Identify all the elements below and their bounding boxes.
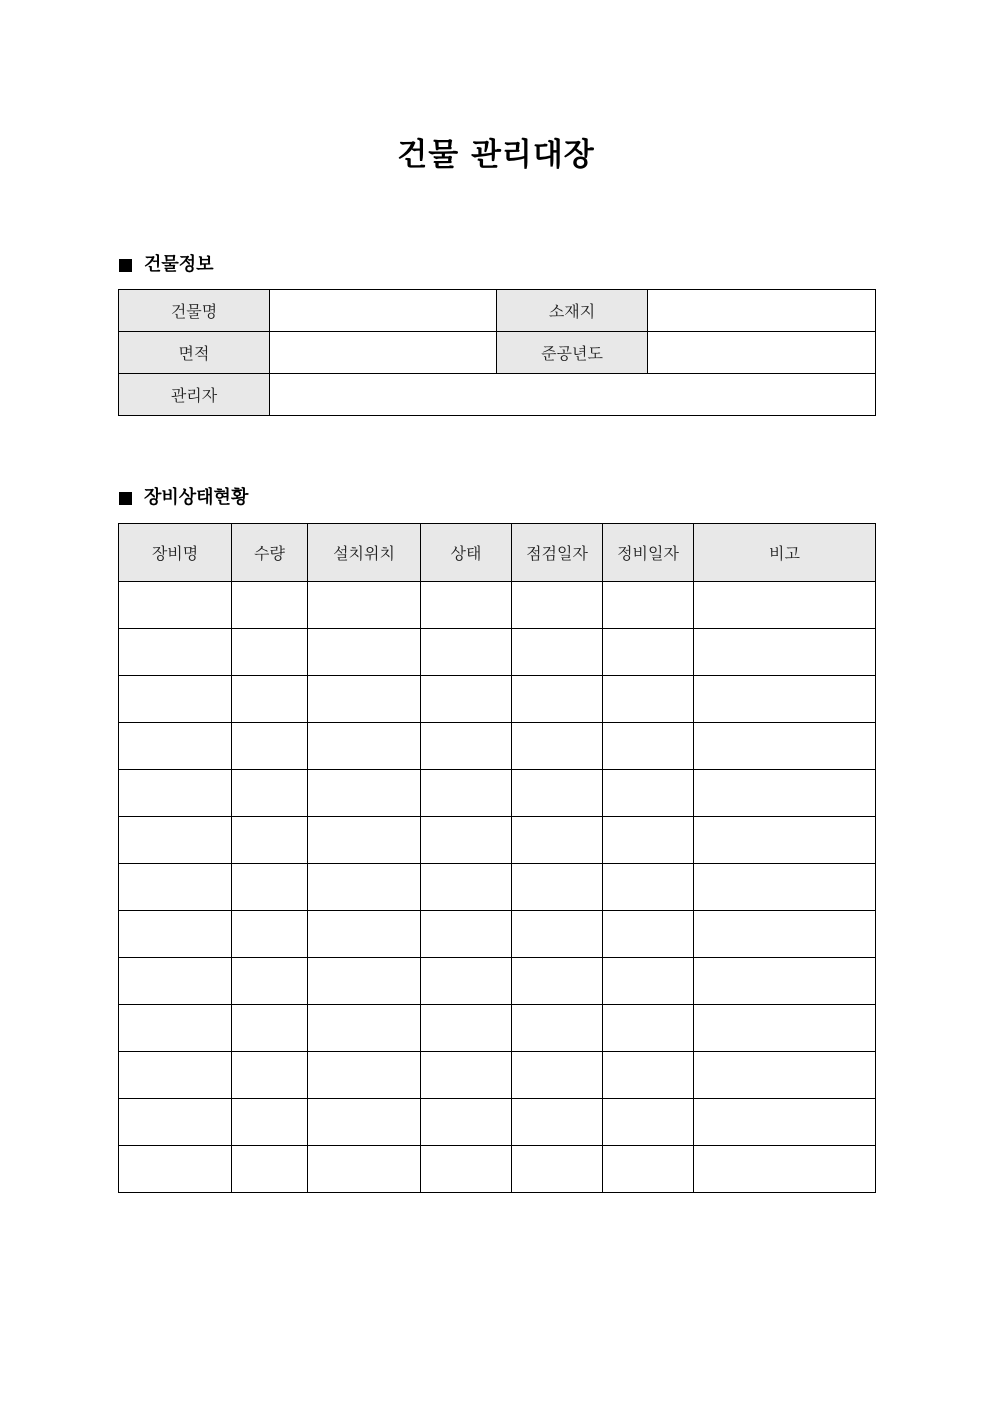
inspection-date-cell[interactable]	[512, 911, 603, 958]
label-location: 소재지	[497, 290, 648, 332]
quantity-cell[interactable]	[232, 676, 308, 723]
building-name-field[interactable]	[270, 290, 497, 332]
manager-field[interactable]	[270, 374, 876, 416]
quantity-cell[interactable]	[232, 629, 308, 676]
remarks-cell[interactable]	[694, 582, 876, 629]
status-cell[interactable]	[421, 1099, 512, 1146]
table-row	[119, 864, 876, 911]
inspection-date-cell[interactable]	[512, 582, 603, 629]
label-building-name: 건물명	[119, 290, 270, 332]
area-field[interactable]	[270, 332, 497, 374]
maintenance-date-cell[interactable]	[603, 1099, 694, 1146]
location-field[interactable]	[648, 290, 876, 332]
table-row	[119, 629, 876, 676]
info-row-name-location	[119, 290, 876, 332]
install-location-cell[interactable]	[308, 1052, 421, 1099]
inspection-date-cell[interactable]	[512, 629, 603, 676]
remarks-cell[interactable]	[694, 958, 876, 1005]
remarks-cell[interactable]	[694, 1099, 876, 1146]
table-row	[119, 723, 876, 770]
column-header-quantity: 수량	[232, 524, 308, 582]
equipment-name-cell[interactable]	[119, 1052, 232, 1099]
table-row	[119, 770, 876, 817]
inspection-date-cell[interactable]	[512, 723, 603, 770]
maintenance-date-cell[interactable]	[603, 676, 694, 723]
equipment-status-heading	[119, 486, 248, 510]
remarks-cell[interactable]	[694, 629, 876, 676]
label-completion-year: 준공년도	[497, 332, 648, 374]
status-cell[interactable]	[421, 864, 512, 911]
status-cell[interactable]	[421, 629, 512, 676]
status-cell[interactable]	[421, 817, 512, 864]
equipment-status-heading-text: 장비상태현황	[144, 487, 249, 508]
install-location-cell[interactable]	[308, 676, 421, 723]
equipment-name-cell[interactable]	[119, 629, 232, 676]
maintenance-date-cell[interactable]	[603, 629, 694, 676]
equipment-name-cell[interactable]	[119, 723, 232, 770]
status-cell[interactable]	[421, 1146, 512, 1193]
equipment-name-cell[interactable]	[119, 958, 232, 1005]
quantity-cell[interactable]	[232, 958, 308, 1005]
inspection-date-cell[interactable]	[512, 1052, 603, 1099]
equipment-name-cell[interactable]	[119, 1146, 232, 1193]
install-location-cell[interactable]	[308, 1005, 421, 1052]
inspection-date-cell[interactable]	[512, 1005, 603, 1052]
column-header-remarks: 비고	[694, 524, 876, 582]
install-location-cell[interactable]	[308, 864, 421, 911]
table-row	[119, 911, 876, 958]
square-bullet-icon	[119, 492, 132, 505]
equipment-name-cell[interactable]	[119, 911, 232, 958]
completion-year-field[interactable]	[648, 332, 876, 374]
quantity-cell[interactable]	[232, 1052, 308, 1099]
maintenance-date-cell[interactable]	[603, 723, 694, 770]
info-row-manager	[119, 374, 876, 416]
equipment-name-cell[interactable]	[119, 817, 232, 864]
column-header-inspection-date: 점검일자	[512, 524, 603, 582]
table-header-row	[119, 524, 876, 582]
install-location-cell[interactable]	[308, 629, 421, 676]
inspection-date-cell[interactable]	[512, 1099, 603, 1146]
inspection-date-cell[interactable]	[512, 864, 603, 911]
remarks-cell[interactable]	[694, 817, 876, 864]
remarks-cell[interactable]	[694, 723, 876, 770]
maintenance-date-cell[interactable]	[603, 1005, 694, 1052]
equipment-name-cell[interactable]	[119, 582, 232, 629]
remarks-cell[interactable]	[694, 911, 876, 958]
table-row	[119, 1052, 876, 1099]
building-info-table	[118, 289, 876, 416]
inspection-date-cell[interactable]	[512, 676, 603, 723]
inspection-date-cell[interactable]	[512, 817, 603, 864]
install-location-cell[interactable]	[308, 911, 421, 958]
maintenance-date-cell[interactable]	[603, 817, 694, 864]
install-location-cell[interactable]	[308, 582, 421, 629]
status-cell[interactable]	[421, 1052, 512, 1099]
status-cell[interactable]	[421, 676, 512, 723]
status-cell[interactable]	[421, 770, 512, 817]
column-header-install-location: 설치위치	[308, 524, 421, 582]
table-row	[119, 958, 876, 1005]
table-row	[119, 1005, 876, 1052]
quantity-cell[interactable]	[232, 770, 308, 817]
status-cell[interactable]	[421, 582, 512, 629]
status-cell[interactable]	[421, 1005, 512, 1052]
maintenance-date-cell[interactable]	[603, 864, 694, 911]
table-row	[119, 676, 876, 723]
remarks-cell[interactable]	[694, 1005, 876, 1052]
remarks-cell[interactable]	[694, 676, 876, 723]
maintenance-date-cell[interactable]	[603, 770, 694, 817]
remarks-cell[interactable]	[694, 864, 876, 911]
inspection-date-cell[interactable]	[512, 1146, 603, 1193]
equipment-status-table	[118, 523, 876, 1193]
maintenance-date-cell[interactable]	[603, 911, 694, 958]
inspection-date-cell[interactable]	[512, 770, 603, 817]
label-manager: 관리자	[119, 374, 270, 416]
table-row	[119, 582, 876, 629]
column-header-status: 상태	[421, 524, 512, 582]
quantity-cell[interactable]	[232, 864, 308, 911]
equipment-name-cell[interactable]	[119, 1099, 232, 1146]
table-row	[119, 1146, 876, 1193]
square-bullet-icon	[119, 259, 132, 272]
equipment-table-body	[119, 582, 876, 1193]
install-location-cell[interactable]	[308, 958, 421, 1005]
equipment-name-cell[interactable]	[119, 770, 232, 817]
install-location-cell[interactable]	[308, 1146, 421, 1193]
document-title: 건물 관리대장	[397, 137, 595, 173]
status-cell[interactable]	[421, 958, 512, 1005]
equipment-name-cell[interactable]	[119, 864, 232, 911]
quantity-cell[interactable]	[232, 911, 308, 958]
building-info-heading	[119, 253, 214, 277]
status-cell[interactable]	[421, 723, 512, 770]
remarks-cell[interactable]	[694, 1146, 876, 1193]
maintenance-date-cell[interactable]	[603, 958, 694, 1005]
install-location-cell[interactable]	[308, 723, 421, 770]
quantity-cell[interactable]	[232, 1099, 308, 1146]
quantity-cell[interactable]	[232, 1005, 308, 1052]
label-area: 면적	[119, 332, 270, 374]
column-header-maintenance-date: 정비일자	[603, 524, 694, 582]
column-header-equipment-name: 장비명	[119, 524, 232, 582]
building-info-heading-text: 건물정보	[144, 254, 214, 275]
quantity-cell[interactable]	[232, 582, 308, 629]
quantity-cell[interactable]	[232, 1146, 308, 1193]
status-cell[interactable]	[421, 911, 512, 958]
maintenance-date-cell[interactable]	[603, 582, 694, 629]
table-row	[119, 1099, 876, 1146]
table-row	[119, 817, 876, 864]
equipment-name-cell[interactable]	[119, 676, 232, 723]
remarks-cell[interactable]	[694, 770, 876, 817]
quantity-cell[interactable]	[232, 723, 308, 770]
install-location-cell[interactable]	[308, 1099, 421, 1146]
info-row-area-year	[119, 332, 876, 374]
equipment-name-cell[interactable]	[119, 1005, 232, 1052]
install-location-cell[interactable]	[308, 770, 421, 817]
maintenance-date-cell[interactable]	[603, 1052, 694, 1099]
remarks-cell[interactable]	[694, 1052, 876, 1099]
maintenance-date-cell[interactable]	[603, 1146, 694, 1193]
quantity-cell[interactable]	[232, 817, 308, 864]
inspection-date-cell[interactable]	[512, 958, 603, 1005]
install-location-cell[interactable]	[308, 817, 421, 864]
